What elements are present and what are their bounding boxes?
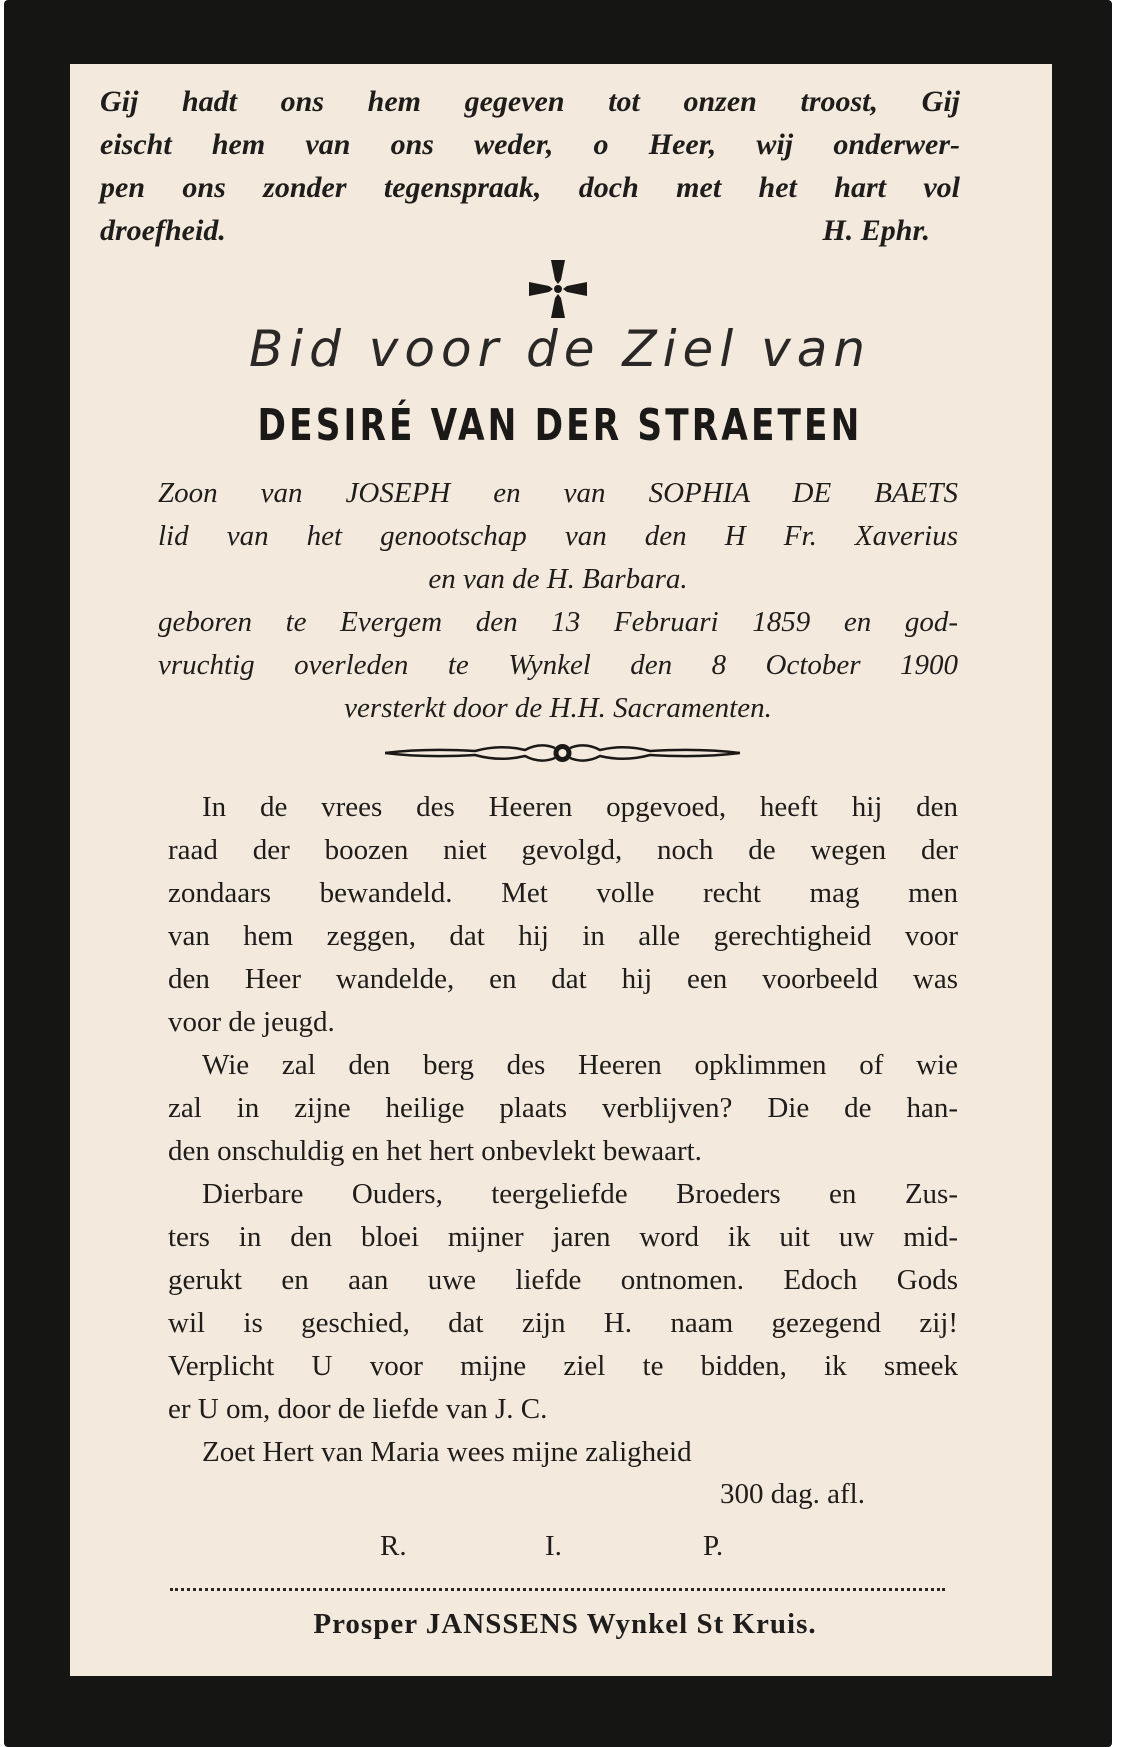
printer-imprint: Prosper JANSSENS Wynkel St Kruis. [313, 1608, 817, 1640]
bio-line: versterkt door de H.H. Sacramenten. [344, 692, 772, 724]
quote-line: eischt hem van ons weder, o Heer, wij onderwer- [100, 128, 960, 161]
quote-line: droefheid. [100, 214, 226, 247]
prayer-heading: Bid voor de Ziel van [248, 320, 872, 378]
rip-letter-p: P. [703, 1530, 724, 1562]
bio-line: vruchtig overleden te Wynkel den 8 October 1900 [158, 649, 958, 681]
body-line: den onschuldig en het hert onbevlekt bewaart. [168, 1135, 702, 1167]
rip-letter-r: R. [380, 1530, 407, 1562]
memorial-text [168, 786, 958, 1474]
body-line: van hem zeggen, dat hij in alle gerechtigheid voor [168, 920, 958, 952]
body-line: Wie zal den berg des Heeren opklimmen of wie [202, 1049, 958, 1081]
bio-line: Zoon van JOSEPH en van SOPHIA DE BAETS [158, 477, 958, 509]
dotted-divider [170, 1588, 945, 1591]
biography [158, 472, 958, 730]
body-line: zal in zijne heilige plaats verblijven? Die de han- [168, 1092, 958, 1124]
body-line: raad der boozen niet gevolgd, noch de wegen der [168, 834, 958, 866]
rip-letter-i: I. [545, 1530, 562, 1562]
quote-line: pen ons zonder tegenspraak, doch met het hart vol [100, 171, 960, 204]
quote-attribution: H. Ephr. [822, 214, 930, 247]
body-line: zondaars bewandeld. Met volle recht mag men [168, 877, 958, 909]
ornament-divider-icon [385, 738, 740, 768]
bio-line: lid van het genootschap van den H Fr. Xaverius [158, 520, 958, 552]
body-line: voor de jeugd. [168, 1006, 335, 1038]
opening-quote [100, 80, 960, 252]
body-line: Zoet Hert van Maria wees mijne zaligheid [202, 1436, 692, 1468]
bio-line: geboren te Evergem den 13 Februari 1859 en god- [158, 606, 958, 638]
body-line: Verplicht U voor mijne ziel te bidden, ik smeek [168, 1350, 958, 1382]
body-line: er U om, door de liefde van J. C. [168, 1393, 548, 1425]
cross-icon [527, 258, 589, 320]
indulgence-note: 300 dag. afl. [720, 1478, 865, 1510]
bio-line: en van de H. Barbara. [428, 563, 688, 595]
body-line: ters in den bloei mijner jaren word ik uit uw mid- [168, 1221, 958, 1253]
body-line: den Heer wandelde, en dat hij een voorbeeld was [168, 963, 958, 995]
body-line: gerukt en aan uwe liefde ontnomen. Edoch Gods [168, 1264, 958, 1296]
deceased-name: DESIRÉ VAN DER STRAETEN [257, 400, 863, 451]
body-line: wil is geschied, dat zijn H. naam gezegend zij! [168, 1307, 958, 1339]
quote-last-line [100, 209, 960, 252]
quote-line: Gij hadt ons hem gegeven tot onzen troost, Gij [100, 85, 960, 118]
body-line: In de vrees des Heeren opgevoed, heeft hij den [202, 791, 958, 823]
body-line: Dierbare Ouders, teergeliefde Broeders en Zus- [202, 1178, 958, 1210]
